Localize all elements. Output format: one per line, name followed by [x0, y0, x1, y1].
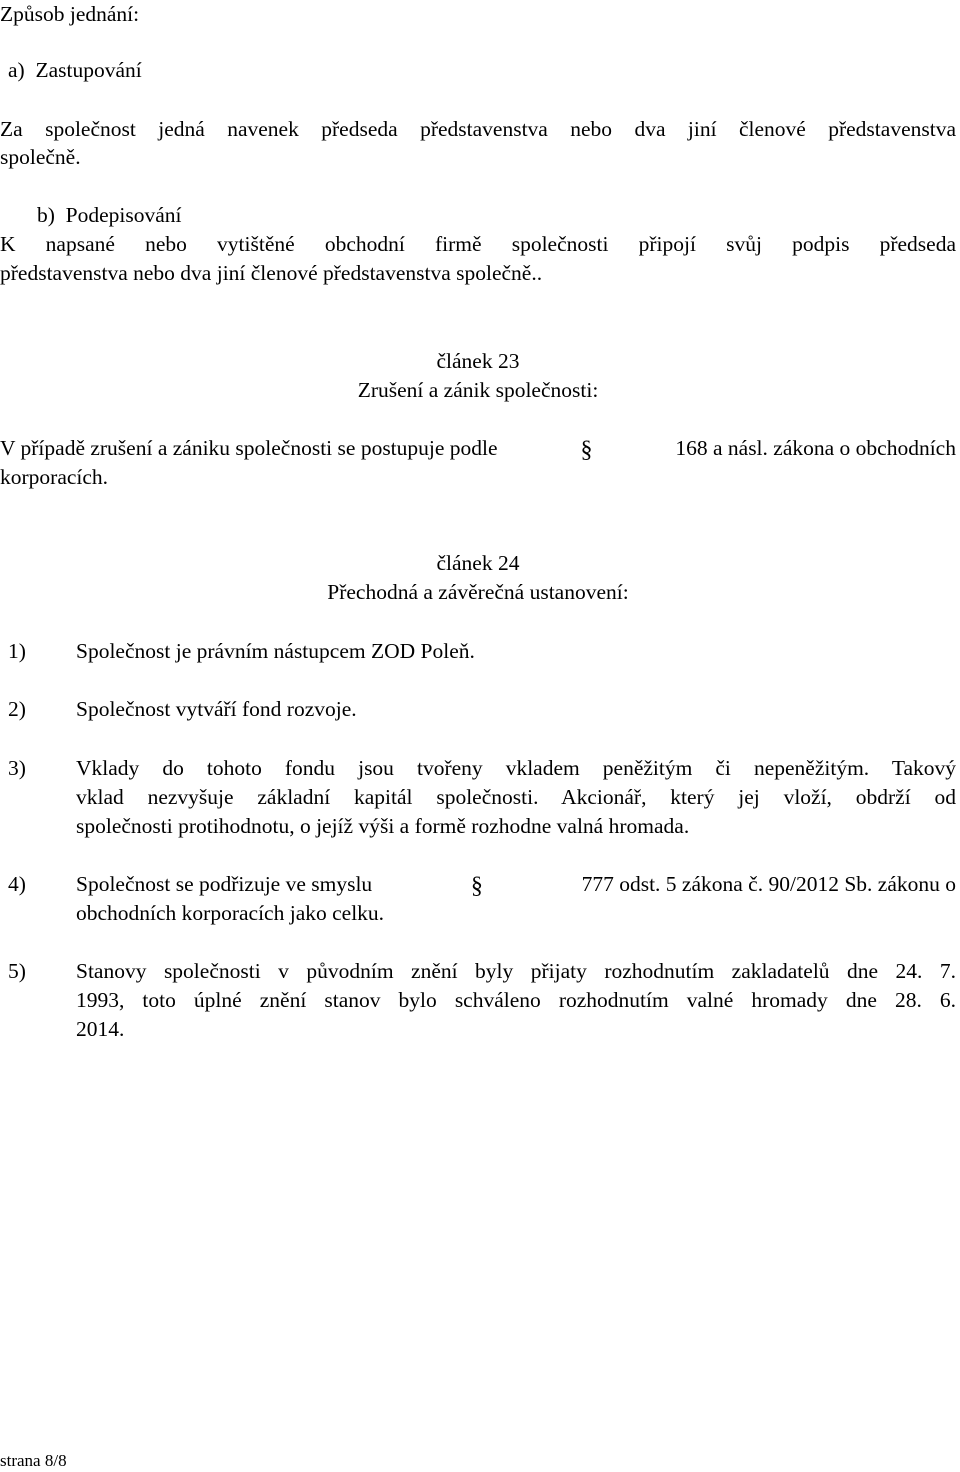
subsection-b-text-line2: představenstva nebo dva jiní členové představenstva společně.. — [0, 261, 543, 285]
article-23-number: článek 23 — [436, 349, 520, 373]
list-item-text-before-symbol: Společnost se podřizuje ve smyslu — [76, 872, 373, 896]
list-item-text: Společnost vytváří fond rozvoje. — [76, 697, 357, 721]
subsection-a-text-line1: Za společnost jedná navenek předseda představenstva nebo dva jiní členové představenstva — [0, 117, 956, 141]
list-item-text-line3: 2014. — [76, 1017, 125, 1041]
list-item-text-line1: Vklady do tohoto fondu jsou tvořeny vkladem peněžitým či nepeněžitým. Takový — [76, 756, 956, 780]
page-number-footer: strana 8/8 — [0, 1451, 67, 1470]
list-item-text-line1 — [76, 870, 956, 899]
section-symbol-icon: § — [580, 437, 593, 463]
article-23-text-line2: korporacích. — [0, 465, 109, 489]
section-symbol-icon: § — [470, 873, 483, 899]
list-item-text: Společnost je právním nástupcem ZOD Poleň. — [76, 639, 475, 663]
list-item-text-line2: obchodních korporacích jako celku. — [76, 901, 385, 925]
subsection-a-text-line2: společně. — [0, 145, 81, 169]
subsection-b-text-line1: K napsané nebo vytištěné obchodní firmě společnosti připojí svůj podpis předseda — [0, 232, 956, 256]
list-item-number: 3) — [8, 756, 26, 780]
subsection-a-label: a) Zastupování — [8, 58, 142, 82]
article-23-text-after-symbol: 168 a násl. zákona o obchodních — [675, 436, 956, 460]
subsection-b-label: b) Podepisování — [37, 203, 182, 227]
list-item-text-line3: společnosti protihodnotu, o jejíž výši a formě rozhodne valná hromada. — [76, 814, 690, 838]
list-item-text-after-symbol: 777 odst. 5 zákona č. 90/2012 Sb. zákonu o — [581, 872, 956, 896]
list-item-number: 5) — [8, 959, 26, 983]
article-23-text-before-symbol: V případě zrušení a zániku společnosti se postupuje podle — [0, 436, 498, 460]
article-23-text-line1 — [0, 434, 956, 463]
section-heading: Způsob jednání: — [0, 2, 140, 26]
list-item-text-line2: 1993, toto úplné znění stanov bylo schváleno rozhodnutím valné hromady dne 28. 6. — [76, 988, 956, 1012]
article-24-title: Přechodná a závěrečná ustanovení: — [327, 580, 629, 604]
list-item-text-line2: vklad nezvyšuje základní kapitál společnosti. Akcionář, který jej vloží, obdrží od — [76, 785, 956, 809]
list-item-number: 1) — [8, 639, 26, 663]
list-item-text-line1: Stanovy společnosti v původním znění byly přijaty rozhodnutím zakladatelů dne 24. 7. — [76, 959, 956, 983]
list-item-number: 2) — [8, 697, 26, 721]
article-24-number: článek 24 — [436, 551, 520, 575]
article-23-title: Zrušení a zánik společnosti: — [357, 378, 599, 402]
list-item-number: 4) — [8, 872, 26, 896]
